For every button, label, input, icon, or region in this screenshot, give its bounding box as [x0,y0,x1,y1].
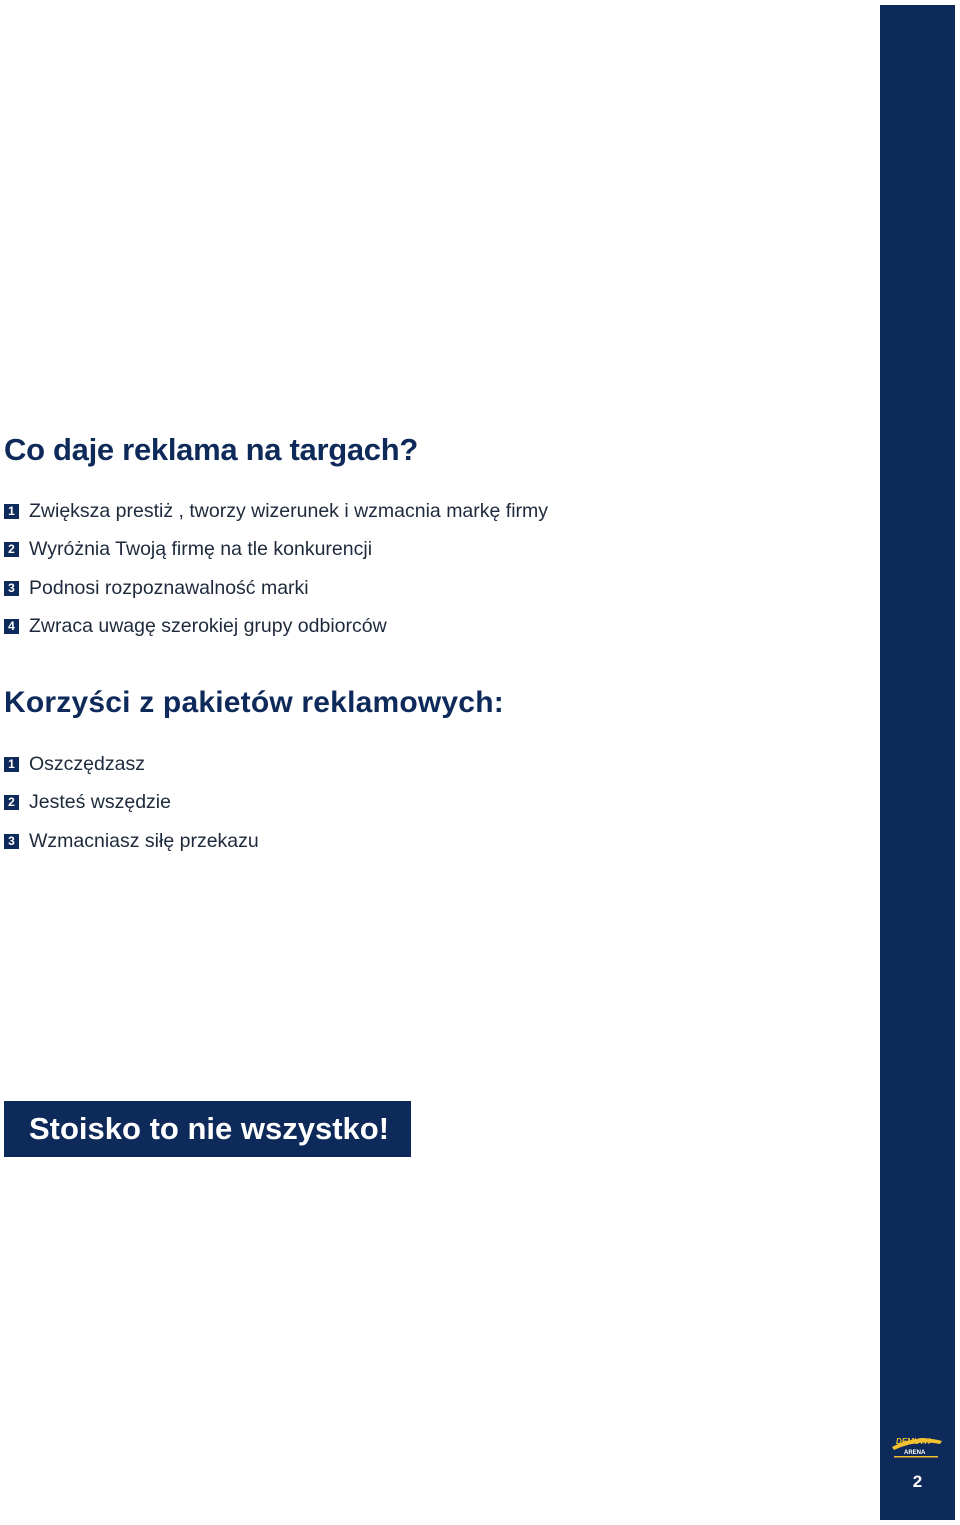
svg-text:DEMUTH: DEMUTH [896,1437,931,1446]
list-item [4,492,548,531]
number-badge: 2 [4,542,19,557]
number-badge: 3 [4,581,19,596]
number-badge: 2 [4,795,19,810]
demuth-arena-logo [890,1430,944,1460]
section-title-advertising: Co daje reklama na targach? [4,432,419,467]
number-badge: 1 [4,757,19,772]
advertising-benefits-list [4,492,548,646]
number-badge: 4 [4,619,19,634]
list-item-text: Wzmacniasz siłę przekazu [29,829,259,852]
number-badge: 1 [4,504,19,519]
list-item [4,745,259,784]
list-item-text: Jesteś wszędzie [29,791,171,814]
list-item [4,531,548,570]
section-title-packages: Korzyści z pakietów reklamowych: [4,686,504,719]
side-bar [880,5,955,1520]
list-item [4,784,259,823]
list-item-text: Wyróżnia Twoją firmę na tle konkurencji [29,538,373,561]
list-item-text: Podnosi rozpoznawalność marki [29,576,309,599]
list-item-text: Oszczędzasz [29,752,145,775]
page-number: 2 [912,1472,923,1491]
list-item [4,608,548,647]
number-badge: 3 [4,834,19,849]
list-item [4,822,259,861]
package-benefits-list [4,745,259,861]
list-item-text: Zwraca uwagę szerokiej grupy odbiorców [29,615,387,638]
list-item [4,569,548,608]
list-item-text: Zwiększa prestiż , tworzy wizerunek i wzmacnia markę firmy [29,499,549,522]
banner: Stoisko to nie wszystko! [4,1101,411,1157]
svg-text:ARENA: ARENA [904,1450,926,1456]
